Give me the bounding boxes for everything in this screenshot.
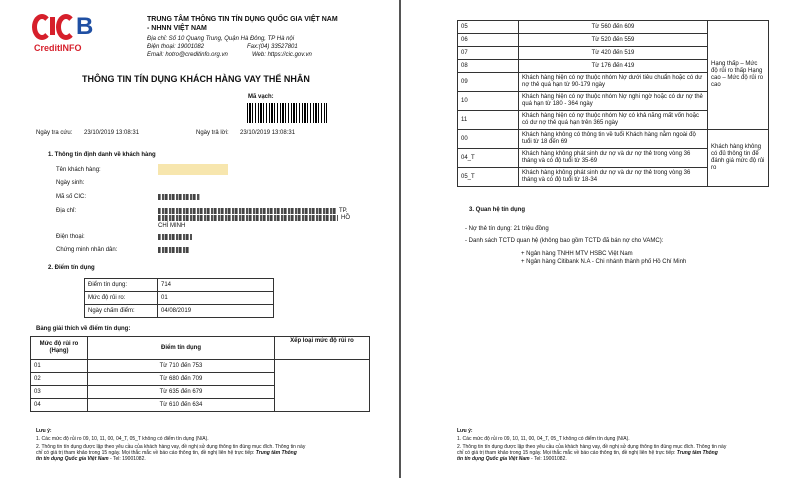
risk-level-cell: 09 <box>458 73 519 92</box>
bank-list-label: - Danh sách TCTD quan hệ (không bao gồm TCTD đã bán nợ cho VAMC): <box>465 238 664 244</box>
org-fax: Fax:(04) 33527801 <box>247 44 298 50</box>
risk-level-cell: 01 <box>31 360 88 373</box>
risk-level-cell: 02 <box>31 373 88 386</box>
risk-level-label-cell: Mức độ rủi ro: <box>85 292 158 305</box>
risk-level-cell: 06 <box>458 34 519 47</box>
col-risk-class: Xếp loại mức độ rủi ro <box>275 337 370 360</box>
address-tail-ho: HỒ <box>341 215 350 221</box>
customer-name-highlight <box>158 164 228 175</box>
score-range-cell: Từ 635 đến 679 <box>88 386 275 399</box>
note-2-org: Trung tâm Thông <box>255 450 297 456</box>
creditinfo-logo: B CreditINFO <box>34 13 94 53</box>
score-range-cell: Từ 420 đến 519 <box>519 47 708 60</box>
cic-code-redacted <box>158 194 200 200</box>
reply-date-label: Ngày trả lời: <box>196 130 229 136</box>
address-label: Địa chỉ: <box>56 208 77 214</box>
score-range-cell: Từ 520 đến 559 <box>519 34 708 47</box>
explain-table-part2 <box>457 20 769 187</box>
note-2-tel: - Tel: 19001082. <box>109 456 146 462</box>
credit-score-table <box>84 278 274 318</box>
score-range-cell: Từ 710 đến 753 <box>88 360 275 373</box>
cic-code-label: Mã số CIC: <box>56 194 87 200</box>
org-name-line1: TRUNG TÂM THÔNG TIN TÍN DỤNG QUỐC GIA VIỆT NAM <box>147 16 338 23</box>
phone-redacted <box>158 234 192 240</box>
query-date: 23/10/2019 13:08:31 <box>84 130 140 136</box>
score-range-cell: Từ 680 đến 709 <box>88 373 275 386</box>
address-tail-city: CHÍ MINH <box>158 223 186 229</box>
risk-class-cell: Hạng thấp – Mức độ rủi ro thấp Hạng cao – Mức độ rủi ro cao <box>708 21 769 130</box>
report-page-2 <box>401 0 800 478</box>
barcode-label: Mã vạch: <box>248 94 274 100</box>
org-web: Web: https://cic.gov.vn <box>252 52 312 58</box>
note-2-line1: 2. Thông tin tín dụng được lập theo yêu cầu của khách hàng vay, đề nghị sử dụng thông tin đúng mục đích. Thông tin này <box>457 444 727 450</box>
explain-table-part1 <box>30 336 370 412</box>
note-2-tel: - Tel: 19001082. <box>530 456 567 462</box>
address-redacted-line1 <box>158 208 336 214</box>
score-date-value-cell: 04/08/2019 <box>158 305 274 318</box>
org-phone: Điện thoại: 19001082 <box>147 44 205 50</box>
phone-label: Điện thoại: <box>56 234 85 240</box>
score-range-cell: Khách hàng không có thông tin về tuổi Khách hàng nằm ngoài độ tuổi từ 18 đến 69 <box>519 130 708 149</box>
reply-date: 23/10/2019 13:08:31 <box>240 130 296 136</box>
score-range-cell: Từ 560 đến 609 <box>519 21 708 34</box>
note-1: 1. Các mức độ rủi ro 09, 10, 11, 00, 04_T, 05_T không có điểm tín dụng (N/A). <box>36 436 209 442</box>
risk-class-cell: Khách hàng không có đủ thông tin để đánh giá mức độ rủi ro <box>708 130 769 187</box>
table-row <box>85 279 274 292</box>
table-row <box>31 360 370 373</box>
score-range-cell: Khách hàng hiện có nợ thuộc nhóm Nợ có khả năng mất vốn hoặc có dư nợ thẻ quá hạn trên 365 ngày <box>519 111 708 130</box>
org-name-line2: - NHNN VIỆT NAM <box>147 25 207 32</box>
card-debt: - Nợ thẻ tín dụng: 21 triệu đồng <box>465 226 549 232</box>
section2-heading: 2. Điểm tín dụng <box>48 265 95 271</box>
risk-level-cell: 07 <box>458 47 519 60</box>
org-email: Email: hotro@creditinfo.org.vn <box>147 52 228 58</box>
col-risk-level: Mức độ rủi ro (Hạng) <box>31 337 88 360</box>
table-row <box>85 292 274 305</box>
score-range-cell: Khách hàng không phát sinh dư nợ và dư nợ thẻ trong vòng 36 tháng và có độ tuổi từ 18-34 <box>519 168 708 187</box>
score-value-cell: 714 <box>158 279 274 292</box>
note-2-line1: 2. Thông tin tín dụng được lập theo yêu cầu của khách hàng vay, đề nghị sử dụng thông tin đúng mục đích. Thông tin này <box>36 444 306 450</box>
id-card-label: Chứng minh nhân dân: <box>56 247 118 253</box>
dob-label: Ngày sinh: <box>56 180 85 186</box>
note-2-org-cont: tin tín dụng Quốc gia Việt Nam <box>36 456 109 462</box>
logo-text-info: INFO <box>60 43 82 53</box>
risk-level-cell: 11 <box>458 111 519 130</box>
score-range-cell: Từ 610 đến 634 <box>88 399 275 412</box>
table-row <box>31 337 370 360</box>
risk-level-value-cell: 01 <box>158 292 274 305</box>
address-redacted-line2 <box>158 215 338 221</box>
logo-text-credit: Credit <box>34 43 61 53</box>
score-label-cell: Điểm tín dụng: <box>85 279 158 292</box>
score-range-cell: Khách hàng hiện có nợ thuộc nhóm Nợ dưới tiêu chuẩn hoặc có dư nợ thẻ quá hạn từ 90-179 ngày <box>519 73 708 92</box>
report-page-1 <box>0 0 399 478</box>
risk-level-cell: 05_T <box>458 168 519 187</box>
note-2-line3 <box>36 456 146 462</box>
col-credit-score: Điểm tín dụng <box>88 337 275 360</box>
note-1: 1. Các mức độ rủi ro 09, 10, 11, 00, 04_T, 05_T không có điểm tín dụng (N/A). <box>457 436 630 442</box>
risk-level-cell: 05 <box>458 21 519 34</box>
explain-heading: Bảng giải thích về điểm tín dụng: <box>36 326 131 332</box>
score-range-cell: Khách hàng hiện có nợ thuộc nhóm Nợ nghi ngờ hoặc có dư nợ thẻ quá hạn từ 180 - 364 ngày <box>519 92 708 111</box>
note-2-text: chỉ có giá trị tham khảo trong 15 ngày. Mọi thắc mắc về báo cáo thông tin, đề nghị liên hệ trực tiếp: <box>457 450 676 456</box>
risk-level-cell: 04_T <box>458 149 519 168</box>
query-date-label: Ngày tra cứu: <box>36 130 73 136</box>
document-title: THÔNG TIN TÍN DỤNG KHÁCH HÀNG VAY THỂ NHÂN <box>82 74 310 84</box>
score-range-cell: Khách hàng không phát sinh dư nợ và dư nợ thẻ trong vòng 36 tháng và có độ tuổi từ 35-69 <box>519 149 708 168</box>
bank-item: + Ngân hàng Citibank N.A - Chi nhánh thành phố Hồ Chí Minh <box>521 259 687 265</box>
barcode <box>247 103 327 123</box>
note-2-line3 <box>457 456 567 462</box>
risk-level-cell: 04 <box>31 399 88 412</box>
notes-heading: Lưu ý: <box>457 428 473 434</box>
note-2-org: Trung tâm Thông <box>676 450 718 456</box>
section1-heading: 1. Thông tin định danh về khách hàng <box>48 152 156 158</box>
risk-level-cell: 03 <box>31 386 88 399</box>
section3-heading: 3. Quan hệ tín dụng <box>469 207 525 213</box>
risk-class-empty-cell <box>275 360 370 412</box>
table-row <box>85 305 274 318</box>
address-tail-tp: TP. <box>339 208 348 214</box>
risk-level-cell: 10 <box>458 92 519 111</box>
table-row <box>458 130 769 149</box>
risk-level-cell: 08 <box>458 60 519 73</box>
note-2-org-cont: tin tín dụng Quốc gia Việt Nam <box>457 456 530 462</box>
id-card-redacted <box>158 247 190 253</box>
score-date-label-cell: Ngày chấm điểm: <box>85 305 158 318</box>
org-address: Địa chỉ: Số 10 Quang Trung, Quận Hà Đông, TP Hà nội <box>147 36 295 42</box>
table-row <box>458 21 769 34</box>
bank-item: + Ngân hàng TNHH MTV HSBC Việt Nam <box>521 251 633 257</box>
score-range-cell: Từ 176 đến 419 <box>519 60 708 73</box>
customer-name-label: Tên khách hàng: <box>56 167 101 173</box>
notes-heading: Lưu ý: <box>36 428 52 434</box>
note-2-text: chỉ có giá trị tham khảo trong 15 ngày. Mọi thắc mắc về báo cáo thông tin, đề nghị liên hệ trực tiếp: <box>36 450 255 456</box>
risk-level-cell: 00 <box>458 130 519 149</box>
